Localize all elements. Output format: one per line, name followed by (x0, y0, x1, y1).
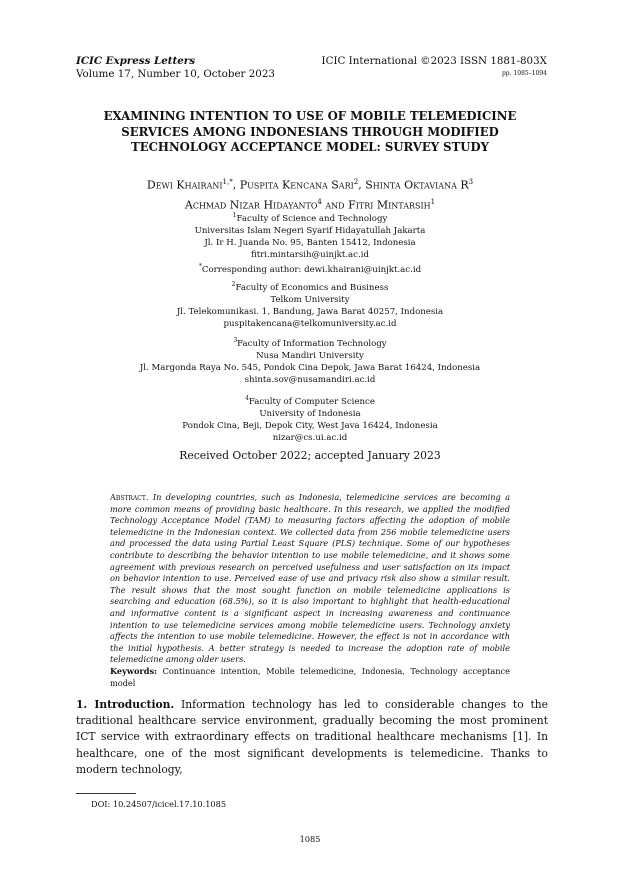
author-list (70, 174, 550, 214)
author-affil-mark: 4 (317, 198, 322, 207)
affiliation-line (70, 335, 550, 350)
abstract (110, 492, 510, 689)
keywords-label: Keywords: (110, 665, 158, 676)
title-line: TECHNOLOGY ACCEPTANCE MODEL: SURVEY STUDY (131, 140, 489, 154)
paper-title (70, 109, 550, 156)
affiliation-faculty: Faculty of Information Technology (237, 338, 387, 349)
running-header-left (76, 55, 275, 80)
running-header-right (322, 55, 547, 80)
author-conjunction: and (325, 198, 345, 212)
title-line: SERVICES AMONG INDONESIANS THROUGH MODIFIED (121, 124, 499, 139)
section-heading: 1. Introduction. (76, 698, 175, 711)
author-affil-mark: 1 (430, 198, 436, 207)
affiliation-line: Universitas Islam Negeri Syarif Hidayatullah Jakarta (194, 225, 426, 236)
introduction (76, 697, 548, 778)
author-affil-mark: 1,* (222, 178, 233, 186)
affiliation-email: nizar@cs.ui.ac.id (272, 433, 348, 444)
author-name: Achmad Nizar Hidayanto (184, 198, 318, 212)
received-dates: Received October 2022; accepted January 2023 (179, 449, 441, 462)
affiliation-line: Jl. Telekomunikasi. 1, Bandung, Jawa Barat 40257, Indonesia (176, 307, 444, 318)
author-name: Puspita Kencana Sari (239, 178, 354, 192)
affiliation-mark: 1 (232, 212, 237, 219)
author-affil-mark: 2 (353, 178, 359, 186)
affiliation-mark: 2 (231, 281, 236, 288)
title-line: EXAMINING INTENTION TO USE OF MOBILE TELEMEDICINE (103, 109, 517, 123)
publisher-issn: ICIC International ©2023 ISSN 1881-803X (321, 55, 547, 67)
affiliation-1 (70, 210, 550, 276)
affiliation-mark: 3 (233, 337, 238, 344)
affiliation-line (70, 393, 550, 408)
volume-info: Volume 17, Number 10, October 2023 (76, 67, 275, 80)
affiliation-line: University of Indonesia (259, 408, 361, 419)
corresponding-mark: * (198, 263, 202, 271)
author-name: Fitri Mintarsih (348, 198, 431, 212)
affiliation-line: Jl. Ir H. Juanda No. 95, Banten 15412, Indonesia (204, 238, 416, 249)
affiliation-2 (70, 279, 550, 330)
affiliation-faculty: Faculty of Science and Technology (236, 213, 388, 224)
abstract-text: In developing countries, such as Indonesia, telemedicine services are becoming a more common means of providing basic healthcare. In this research, we applied the modified Technology Acceptance Model (TAM) to measuring factors affecting the adoption of mobile telemedicine in the Indonesian context. We collected data from 256 mobile telemedicine users and processed the data using Partial Least Square (PLS) technique. Some of our hypotheses contribute to describing the behavior intention to use mobile telemedicine, and it shows some agreement with previous research on perceived usefulness and user satisfaction on its impact on behavior intention to use. Perceived ease of use and privacy risk also show a similar result. The result shows that the most sought function on mobile telemedicine applications is searching and education (68.5%), so it is also important to highlight that health-educational and informative content is a significant aspect in increasing awareness and continuance intention to use telemedicine services among mobile telemedicine users. Technology anxiety affects the intention to use mobile telemedicine. However, the effect is not in accordance with the initial hypothesis. A better strategy is needed to increase the adoption rate of mobile telemedicine among older users. (110, 492, 510, 665)
abstract-label: Abstract. (110, 492, 149, 502)
affiliation-line (70, 279, 550, 294)
journal-name: ICIC Express Letters (76, 55, 196, 67)
page-number: 1085 (299, 834, 321, 844)
affiliation-line: Telkom University (270, 294, 350, 305)
footnote-rule (76, 793, 136, 794)
affiliation-line (70, 210, 550, 225)
keywords (110, 666, 510, 689)
author-affil-mark: 3 (468, 178, 474, 186)
introduction-text: Information technology has led to considerable changes to the traditional healthcare service environment, gradually becoming the most prominent ICT service with extraordinary effects on traditional healthcare mechanisms [1]. In healthcare, one of the most significant developments is telemedicine. Thanks to modern technology, (76, 698, 548, 776)
corresponding-author-text: Corresponding author: dewi.khairani@uinjkt.ac.id (201, 265, 422, 276)
affiliation-email: fitri.mintarsih@uinjkt.ac.id (251, 250, 369, 261)
affiliation-line: Jl. Margonda Raya No. 545, Pondok Cina Depok, Jawa Barat 16424, Indonesia (139, 363, 481, 374)
corresponding-author (70, 261, 550, 276)
affiliation-faculty: Faculty of Computer Science (248, 396, 375, 407)
abstract-body (110, 492, 510, 666)
affiliation-email: shinta.sov@nusamandiri.ac.id (244, 375, 376, 386)
affiliation-email: puspitakencana@telkomuniversity.ac.id (223, 319, 397, 330)
affiliation-faculty: Faculty of Economics and Business (235, 282, 389, 293)
keywords-text: Continuance intention, Mobile telemedicine, Indonesia, Technology acceptance model (110, 665, 510, 688)
affiliation-line: Nusa Mandiri University (256, 350, 364, 361)
affiliation-line: Pondok Cina, Beji, Depok City, West Java 16424, Indonesia (182, 421, 438, 432)
affiliation-4 (70, 393, 550, 444)
page-range: pp. 1085–1094 (501, 69, 547, 77)
author-name: Dewi Khairani (146, 178, 223, 192)
author-line: Dewi Khairani$^{1,*}$, Puspita Kencana Sari$^2$, Shinta Oktaviana $R^3$ (146, 178, 474, 192)
author-name: Shinta Oktaviana R (365, 178, 469, 192)
affiliation-3 (70, 335, 550, 386)
doi-footnote: DOI: 10.24507/icicel.17.10.1085 (91, 799, 227, 809)
affiliation-mark: 4 (245, 395, 249, 402)
